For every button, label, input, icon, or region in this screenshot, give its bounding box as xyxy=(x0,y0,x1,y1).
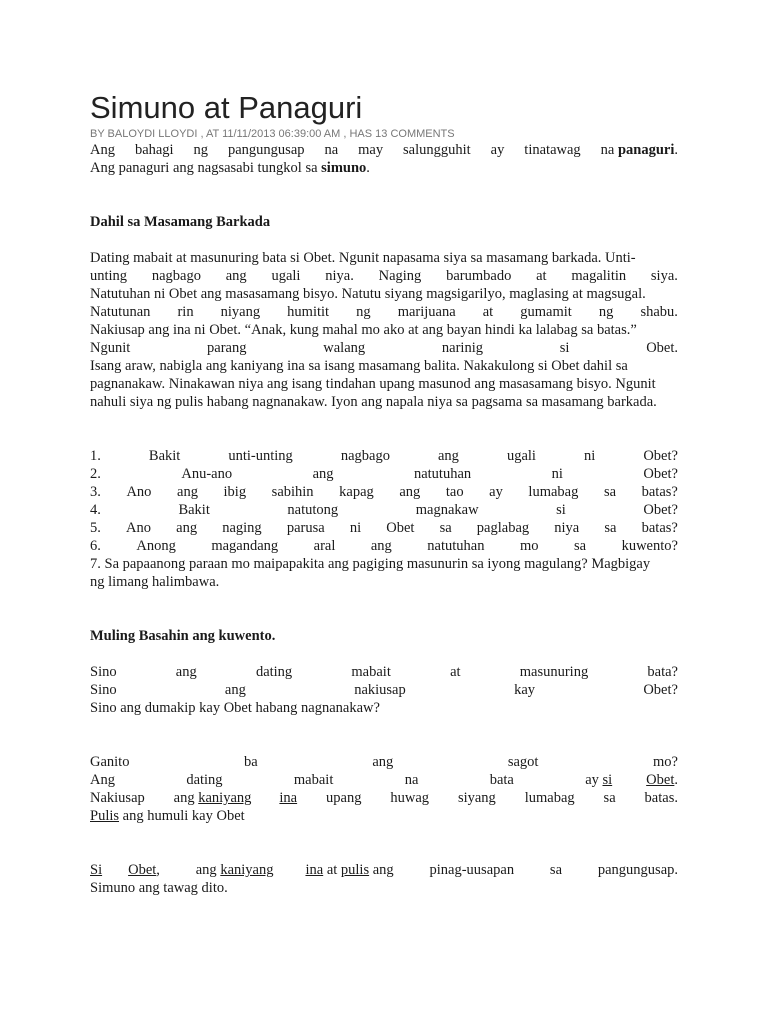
intro-line-2: Ang panaguri ang nagsasabi tungkol sa simuno. xyxy=(90,160,370,176)
story-line: Ngunit parang walang narinig si Obet. xyxy=(90,340,678,356)
question-item-cont: ng limang halimbawa. xyxy=(90,574,220,590)
question-item: 3. Ano ang ibig sabihin kapag ang tao ay lumabag sa batas? xyxy=(90,484,678,500)
reread-question: Sino ang dating mabait at masunuring bata? xyxy=(90,664,678,680)
reread-question: Sino ang nakiusap kay Obet? xyxy=(90,682,678,698)
reread-heading: Muling Basahin ang kuwento. xyxy=(90,628,276,644)
story-line: Nakiusap ang ina ni Obet. “Anak, kung mahal mo ako at ang bayan hindi ka lalabag sa batas.” xyxy=(90,322,637,338)
story-heading: Dahil sa Masamang Barkada xyxy=(90,214,271,230)
conclusion-line: Si Obet, ang kaniyang ina at pulis ang pinag-uusapan sa pangungusap. xyxy=(90,862,678,878)
conclusion-line: Simuno ang tawag dito. xyxy=(90,880,228,896)
story-line: pagnanakaw. Ninakawan niya ang isang tindahan upang masunod ang masasamang bisyo. Ngunit xyxy=(90,376,656,392)
story-line: Dating mabait at masunuring bata si Obet. Ngunit napasama siya sa masamang barkada. Unti- xyxy=(90,250,636,266)
question-item: 4. Bakit natutong magnakaw si Obet? xyxy=(90,502,678,518)
question-item: 5. Ano ang naging parusa ni Obet sa paglabag niya sa batas? xyxy=(90,520,678,536)
answer-line: Ang dating mabait na bata ay si Obet. xyxy=(90,772,678,788)
panaguri-term: panaguri xyxy=(617,142,675,158)
answer-prompt: Ganito ba ang sagot mo? xyxy=(90,754,678,770)
intro-line-1: Ang bahagi ng pangungusap na may salungguhit ay tinatawag na panaguri. xyxy=(90,142,678,158)
answer-line: Nakiusap ang kaniyang ina upang huwag siyang lumabag sa batas. xyxy=(90,790,678,806)
simuno-term: simuno xyxy=(321,160,367,176)
post-body xyxy=(90,141,678,897)
story-line: Natutunan rin niyang humitit ng marijuana at gumamit ng shabu. xyxy=(90,304,678,320)
story-line: unting nagbago ang ugali niya. Naging barumbado at magalitin siya. xyxy=(90,268,678,284)
question-item: 2. Anu-ano ang natutuhan ni Obet? xyxy=(90,466,678,482)
author: BY BALOYDI LLOYDI xyxy=(90,128,198,140)
comment-count: HAS 13 COMMENTS xyxy=(349,128,455,140)
post-meta: BY BALOYDI LLOYDI , AT 11/11/2013 06:39:00 AM , HAS 13 COMMENTS xyxy=(90,128,455,140)
question-item: 6. Anong magandang aral ang natutuhan mo sa kuwento? xyxy=(90,538,678,554)
question-item: 1. Bakit unti-unting nagbago ang ugali ni Obet? xyxy=(90,448,678,464)
question-item: 7. Sa papaanong paraan mo maipapakita ang pagiging masunurin sa iyong magulang? Magbigay xyxy=(90,556,651,572)
answer-line: Pulis ang humuli kay Obet xyxy=(90,808,245,824)
post-date: AT 11/11/2013 06:39:00 AM xyxy=(205,128,341,140)
reread-question: Sino ang dumakip kay Obet habang nagnanakaw? xyxy=(90,700,380,716)
page-title: Simuno at Panaguri xyxy=(90,90,363,125)
story-line: nahuli siya ng pulis habang nagnanakaw. Iyon ang napala niya sa pagsama sa masamang barkada. xyxy=(90,394,657,410)
story-line: Natutuhan ni Obet ang masasamang bisyo. Natutu siyang magsigarilyo, maglasing at magsugal. xyxy=(90,286,646,302)
story-line: Isang araw, nabigla ang kaniyang ina sa isang masamang balita. Nakakulong si Obet dahil sa xyxy=(90,358,628,374)
